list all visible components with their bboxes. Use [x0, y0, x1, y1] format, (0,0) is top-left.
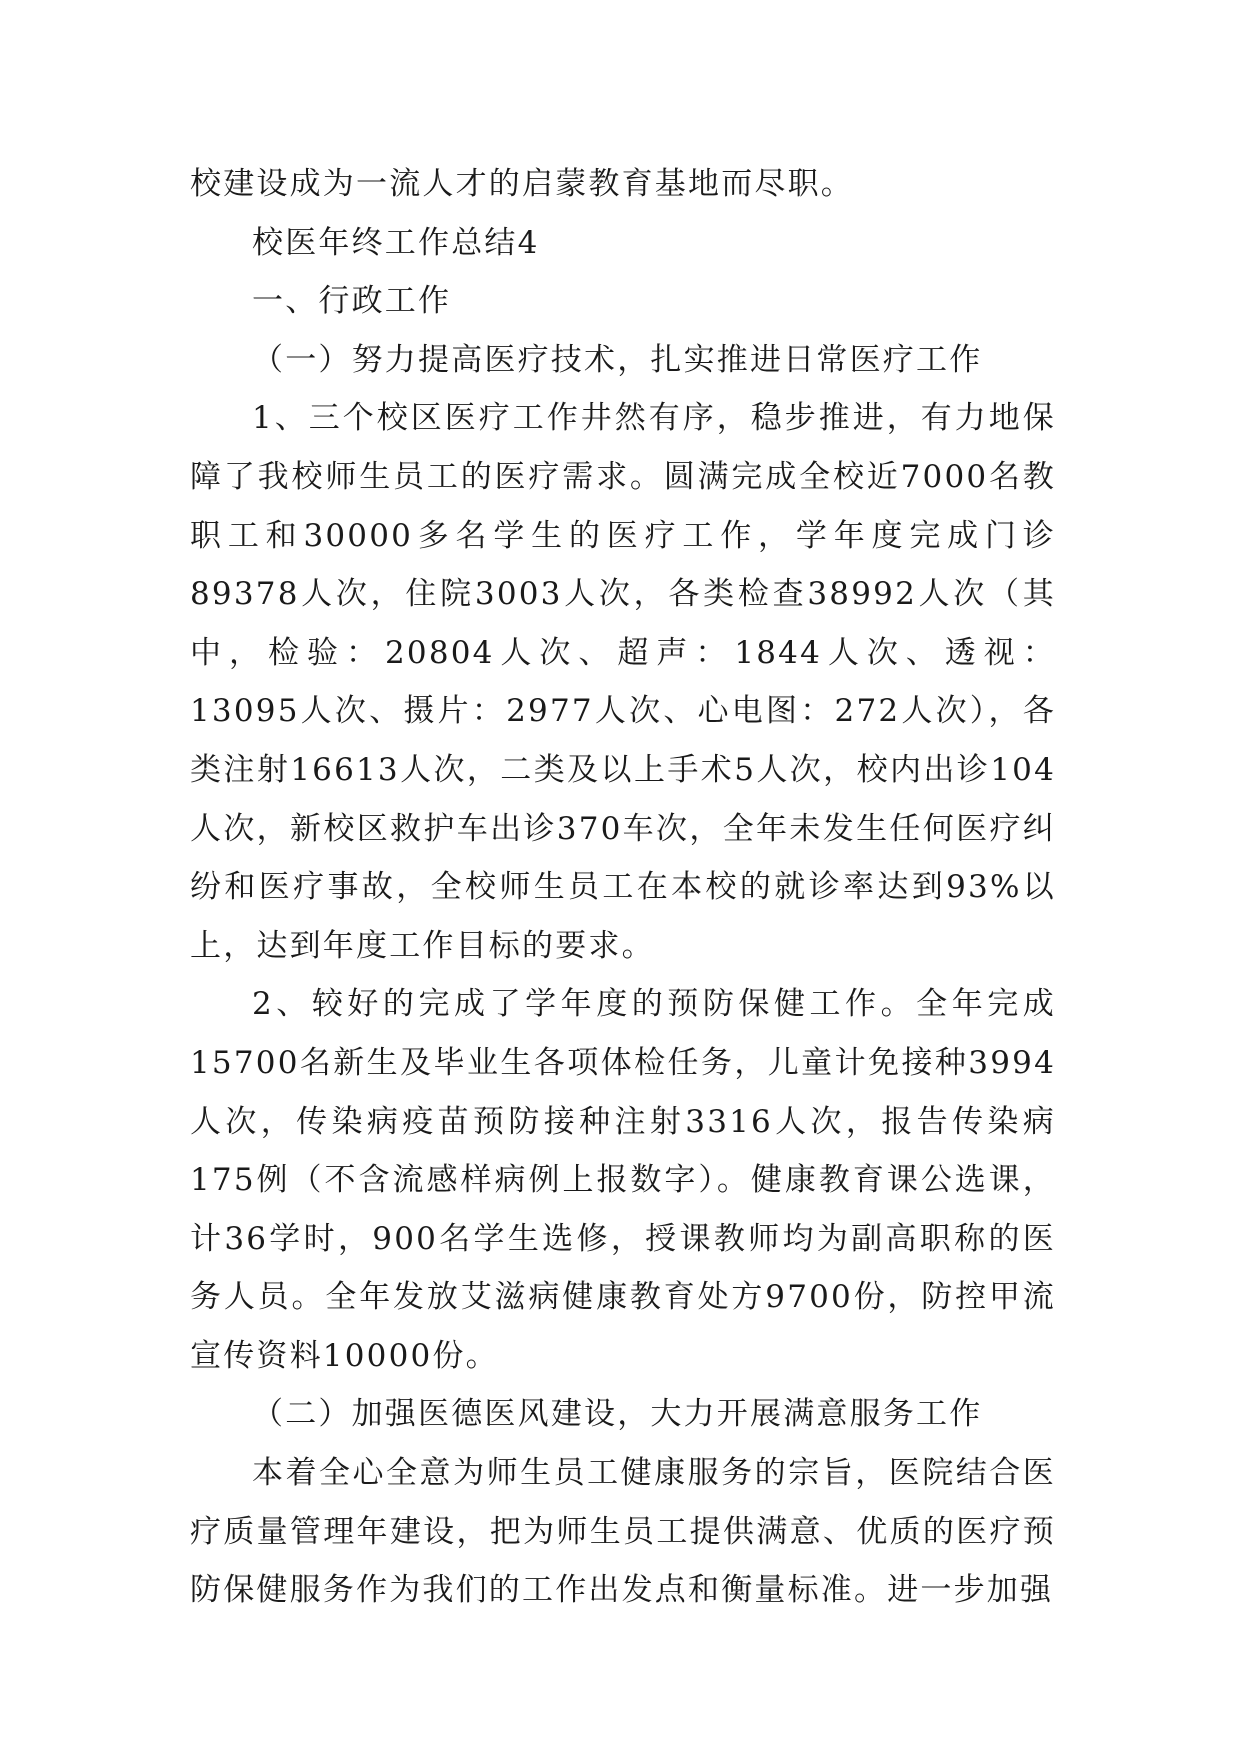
section-title: 校医年终工作总结4: [252, 224, 540, 261]
heading-administrative-work: 一、行政工作: [252, 283, 452, 320]
paragraph-service-purpose: 本着全心全意为师生员工健康服务的宗旨，医院结合医疗质量管理年建设，把为师生员工提供满意、优质的医疗预防保健服务作为我们的工作出发点和衡量标准。进一步加强: [190, 1455, 1056, 1609]
paragraph-continuation: 校建设成为一流人才的启蒙教育基地而尽职。: [190, 166, 854, 202]
document-body: [190, 155, 1056, 1620]
subheading-medical-ethics: （二）加强医德医风建设，大力开展满意服务工作: [252, 1396, 983, 1433]
paragraph-preventive-care: 2、较好的完成了学年度的预防保健工作。全年完成15700名新生及毕业生各项体检任务，儿童计免接种3994人次，传染病疫苗预防接种注射3316人次，报告传染病175例（不含流感样病例上报数字）。健康教育课公选课，计36学时，900名学生选修，授课教师均为副高职称的医务人员。全年发放艾滋病健康教育处方9700份，防控甲流宣传资料10000份。: [190, 986, 1056, 1374]
subheading-medical-technology: （一）努力提高医疗技术，扎实推进日常医疗工作: [252, 341, 983, 378]
paragraph-medical-work: 1、三个校区医疗工作井然有序，稳步推进，有力地保障了我校师生员工的医疗需求。圆满完成全校近7000名教职工和30000多名学生的医疗工作，学年度完成门诊89378人次，住院3003人次，各类检查38992人次（其中，检验：20804人次、超声：1844人次、透视：13095人次、摄片：2977人次、心电图：272人次），各类注射16613人次，二类及以上手术5人次，校内出诊104人次，新校区救护车出诊370车次，全年未发生任何医疗纠纷和医疗事故，全校师生员工在本校的就诊率达到93%以上，达到年度工作目标的要求。: [190, 400, 1056, 964]
